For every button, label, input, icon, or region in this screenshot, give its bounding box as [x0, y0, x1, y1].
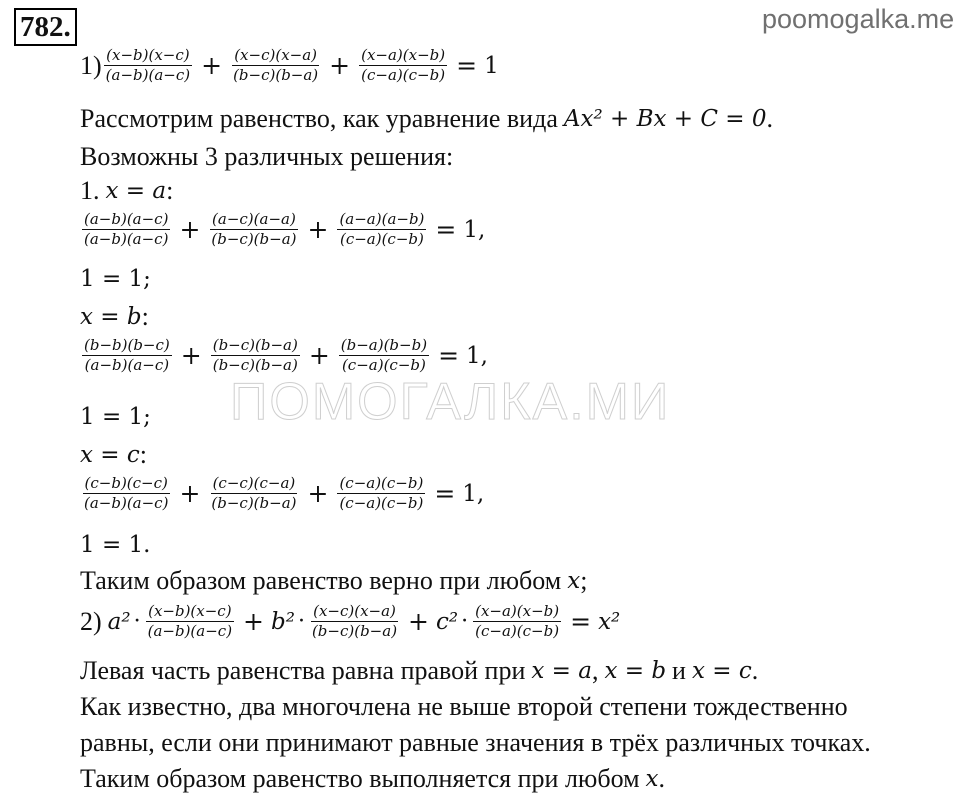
consider-line: Рассмотрим равенство, как уравнение вида Ax² + Bx + C = 0 .	[80, 104, 773, 133]
fraction: $\frac{(a-c)(a-a)}{(b-c)(b-a)}$	[211, 210, 297, 248]
fraction: $\frac{(b-c)(b-a)}{(b-c)(b-a)}$	[212, 336, 298, 374]
case-equation: $\frac{(c-b)(c-c)}{(a-b)(a-c)}$ + $\frac{(c-c)(c-a)}{(b-c)(b-a)}$ + $\frac{(c-a)(c-b)}{(c-a)(c-b)}$ = 1,	[84, 474, 485, 512]
fraction: $\frac{(c-a)(c-b)}{(c-a)(c-b)}$	[339, 474, 424, 512]
theorem-line-2: равны, если они принимают равные значения в трёх различных точках.	[80, 728, 871, 757]
fraction: $\frac{(c-c)(c-a)}{(b-c)(b-a)}$	[211, 474, 297, 512]
case-label: 1. x = a :	[80, 176, 174, 205]
case-equation: $\frac{(b-b)(b-c)}{(a-b)(a-c)}$ + $\frac{(b-c)(b-a)}{(b-c)(b-a)}$ + $\frac{(b-a)(b-b)}{(c-a)(c-b)}$ = 1,	[84, 336, 488, 374]
case-result: 1 = 1.	[80, 532, 151, 558]
part1-label: 1)	[80, 50, 102, 80]
part2-equation: 2) a² · $\frac{(x-b)(x-c)}{(a-b)(a-c)}$ + b² · $\frac{(x-c)(x-a)}{(b-c)(b-a)}$ + c² · $\frac{(x-a)(x-b)}{(c-a)(c-b)}$ = x²	[80, 602, 621, 640]
fraction: $\frac{(x-a)(x-b)}{(c-a)(c-b)}$	[361, 46, 446, 84]
problem-number: 782.	[14, 8, 77, 46]
fraction: $\frac{(a-a)(a-b)}{(c-a)(c-b)}$	[339, 210, 425, 248]
part2-rhs: x²	[598, 608, 621, 635]
case-result: 1 = 1;	[80, 266, 151, 292]
fraction: $\frac{(x-a)(x-b)}{(c-a)(c-b)}$	[475, 602, 560, 640]
part2-label: 2)	[80, 606, 102, 636]
site-watermark: poomogalka.me	[762, 4, 955, 34]
fraction: $\frac{(x-b)(x-c)}{(a-b)(a-c)}$	[105, 46, 191, 84]
quadratic-form: Ax² + Bx + C = 0	[563, 106, 767, 132]
case-result: 1 = 1;	[80, 404, 151, 430]
center-watermark: ПОМОГАЛКА.МИ	[230, 373, 671, 431]
case-equation: $\frac{(a-b)(a-c)}{(a-b)(a-c)}$ + $\frac{(a-c)(a-a)}{(b-c)(b-a)}$ + $\frac{(a-a)(a-b)}{(c-a)(c-b)}$ = 1,	[84, 210, 486, 248]
possible-line: Возможны 3 различных решения:	[80, 142, 454, 171]
fraction: $\frac{(x-c)(x-a)}{(b-c)(b-a)}$	[311, 602, 398, 640]
case-label: x = c :	[80, 440, 147, 469]
fraction: $\frac{(b-a)(b-b)}{(c-a)(c-b)}$	[340, 336, 428, 374]
fraction: $\frac{(c-b)(c-c)}{(a-b)(a-c)}$	[84, 474, 169, 512]
fraction: $\frac{(x-b)(x-c)}{(a-b)(a-c)}$	[147, 602, 233, 640]
fraction: $\frac{(x-c)(x-a)}{(b-c)(b-a)}$	[233, 46, 319, 84]
part1-rhs: 1	[484, 52, 499, 79]
final-line: Таким образом равенство выполняется при любом x .	[80, 764, 666, 793]
fraction: $\frac{(a-b)(a-c)}{(a-b)(a-c)}$	[84, 210, 169, 248]
part1-equation: 1) $\frac{(x-b)(x-c)}{(a-b)(a-c)}$ + $\frac{(x-c)(x-a)}{(b-c)(b-a)}$ + $\frac{(x-a)(x-b)}{(c-a)(c-b)}$ = 1	[80, 46, 499, 84]
theorem-line-1: Как известно, два многочлена не выше второй степени тождественно	[80, 692, 848, 721]
case-label: x = b :	[80, 302, 149, 331]
conclusion-line: Таким образом равенство верно при любом x ;	[80, 566, 588, 595]
fraction: $\frac{(b-b)(b-c)}{(a-b)(a-c)}$	[84, 336, 170, 374]
left-part-line: Левая часть равенства равна правой при x = a , x = b и x = c .	[80, 656, 759, 685]
